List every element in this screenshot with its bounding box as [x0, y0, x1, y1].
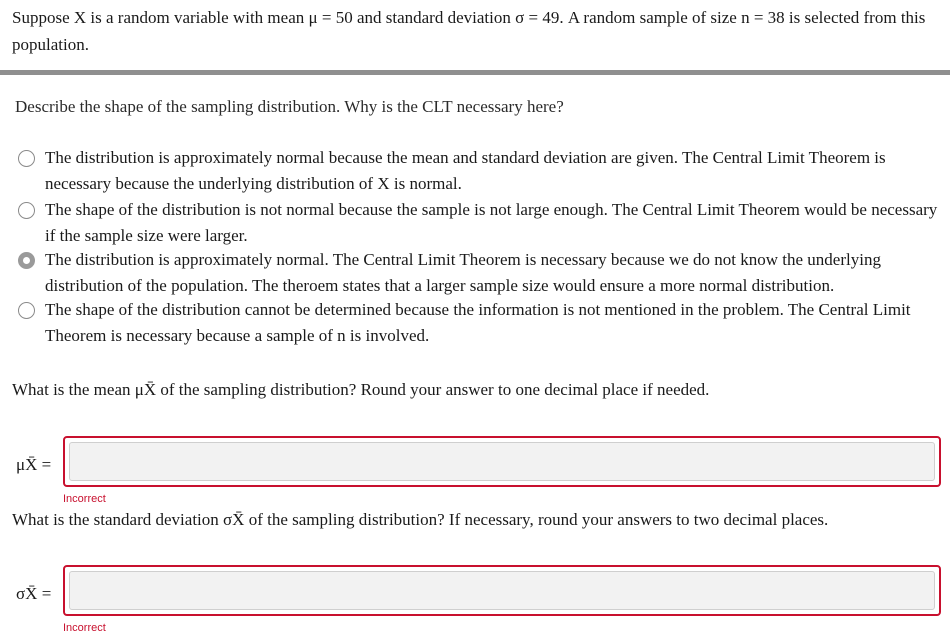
radio-button[interactable]	[18, 202, 35, 219]
radio-button-selected[interactable]	[18, 252, 35, 269]
mean-feedback: Incorrect	[63, 493, 106, 505]
option-text: The shape of the distribution cannot be determined because the information is not mentioned in the problem. The Central Limit Theorem is necessary because a sample of n is involved.	[45, 300, 911, 345]
sd-answer-box	[63, 565, 941, 616]
radio-button[interactable]	[18, 150, 35, 167]
option-3[interactable]	[18, 247, 943, 297]
mean-input[interactable]	[69, 442, 935, 481]
section-divider	[0, 70, 950, 75]
question-mean-text: What is the mean μX̄ of the sampling distribution? Round your answer to one decimal place if needed.	[12, 380, 710, 399]
option-2[interactable]	[18, 197, 943, 247]
mean-answer-box	[63, 436, 941, 487]
problem-statement: Suppose X is a random variable with mean μ = 50 and standard deviation σ = 49. A random sample of size n = 38 is selected from this population.	[12, 8, 926, 54]
option-text: The distribution is approximately normal because the mean and standard deviation are given. The Central Limit Theorem is necessary because the underlying distribution of X is normal.	[45, 148, 886, 193]
option-text: The shape of the distribution is not normal because the sample is not large enough. The Central Limit Theorem would be necessary if the sample size were larger.	[45, 200, 938, 245]
question-shape-text: Describe the shape of the sampling distribution. Why is the CLT necessary here?	[15, 97, 564, 116]
option-text: The distribution is approximately normal. The Central Limit Theorem is necessary because we do not know the underlying distribution of the population. The theroem states that a larger sample size would ensure a more normal distribution.	[45, 250, 881, 295]
sd-input[interactable]	[69, 571, 935, 610]
radio-button[interactable]	[18, 302, 35, 319]
mean-label: μX̄ =	[16, 455, 52, 474]
question-sd-text: What is the standard deviation σX̄ of the sampling distribution? If necessary, round your answers to two decimal places.	[12, 510, 829, 529]
sd-feedback: Incorrect	[63, 622, 106, 634]
sd-label: σX̄ =	[16, 584, 52, 603]
option-4[interactable]	[18, 297, 943, 349]
option-1[interactable]	[18, 145, 943, 197]
